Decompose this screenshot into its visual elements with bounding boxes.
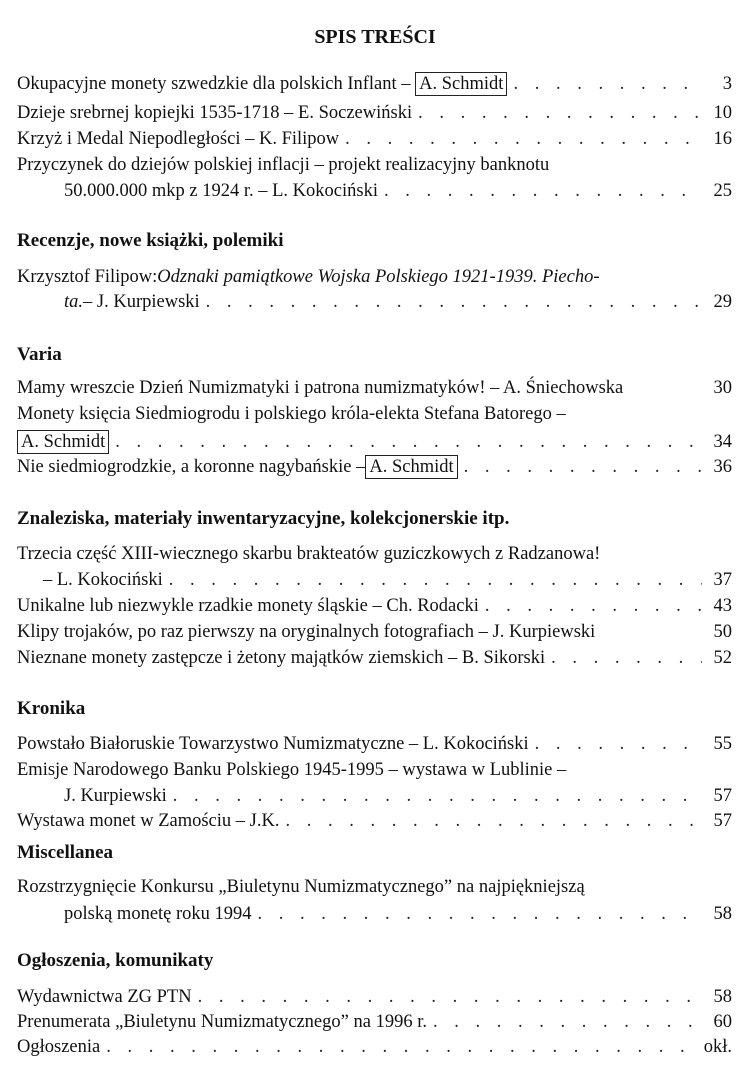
entry-title-line1: Emisje Narodowego Banku Polskiego 1945-1995 – wystawa w Lublinie – [17,760,567,780]
entry-title-line1: Monety księcia Siedmiogrodu i polskiego króla-elekta Stefana Batorego – [17,404,566,424]
section-heading-ogloszenia: Ogłoszenia, komunikaty [17,950,214,971]
page-number: 57 [713,786,732,806]
entry-title: Powstało Białoruskie Towarzystwo Numizmatyczne – L. Kokociński [17,734,529,754]
toc-entry [17,1036,732,1058]
toc-entry [17,647,732,669]
entry-title-line2: polską monetę roku 1994 [64,904,252,924]
toc-entry [17,455,732,477]
page-number: 60 [713,1012,732,1032]
section-heading-kronika: Kronika [17,698,86,719]
toc-entry [17,810,732,832]
section-heading-znaleziska: Znaleziska, materiały inwentaryzacyjne, kolekcjonerskie itp. [17,508,510,529]
entry-title: Nie siedmiogrodzkie, a koronne nagybańskie – [17,457,366,477]
entry-italic-title-cont: ta. [64,292,84,312]
leader-dots [384,180,702,202]
page-number: 58 [713,987,732,1007]
toc-entry [17,733,732,755]
page-number: 25 [713,181,732,201]
page-number: 29 [713,292,732,312]
entry-title: Prenumerata „Biuletynu Numizmatycznego” na 1996 r. [17,1012,427,1032]
entry-italic-title: Odznaki pamiątkowe Wojska Polskiego 1921-1939. Piecho- [157,267,600,287]
toc-entry [17,377,732,399]
leader-dots [464,456,702,478]
leader-dots [345,128,702,150]
leader-dots [173,785,702,807]
section-heading-miscellanea: Miscellanea [17,842,114,863]
page-number: 50 [713,622,732,642]
toc-entry [17,266,732,313]
page-number: 10 [713,103,732,123]
entry-title-line2: 50.000.000 mkp z 1924 r. – L. Kokociński [64,181,378,201]
toc-entry [17,986,732,1008]
leader-dots [418,102,702,124]
entry-title: Wystawa monet w Zamościu – J.K. [17,811,280,831]
leader-dots [513,73,702,95]
page-number: 37 [713,570,732,590]
entry-title: Wydawnictwa ZG PTN [17,987,192,1007]
page-number: 55 [713,734,732,754]
entry-title-line1: Trzecia część XIII-wiecznego skarbu brakteatów guziczkowych z Radzanowa! [17,544,601,564]
toc-entry [17,128,732,150]
toc-entry [17,876,732,925]
toc-entry [17,759,732,807]
leader-dots [198,986,702,1008]
entry-title: Okupacyjne monety szwedzkie dla polskich Inflant – [17,74,411,94]
entry-prefix: Krzysztof Filipow: [17,267,158,287]
author-box: A. Schmidt [365,455,457,479]
toc-entry [17,154,732,202]
leader-dots [106,1036,698,1058]
page-number: 36 [713,457,732,477]
leader-dots [551,647,702,669]
toc-entry [17,1011,732,1033]
page-title: SPIS TREŚCI [314,26,436,48]
leader-dots [485,595,702,617]
entry-title-line1: Rozstrzygnięcie Konkursu „Biuletynu Numizmatycznego” na najpiękniejszą [17,877,585,897]
leader-dots [285,810,702,832]
leader-dots [206,291,702,313]
entry-title-line2: J. Kurpiewski [64,786,167,806]
leader-dots [169,569,702,591]
author-box: A. Schmidt [17,430,109,454]
page-number: 34 [713,432,732,452]
entry-title-line1: Przyczynek do dziejów polskiej inflacji – projekt realizacyjny banknotu [17,155,550,175]
toc-entry [17,595,732,617]
toc-entry [17,543,732,591]
page-number: okł. [703,1037,732,1057]
page-number: 43 [713,596,732,616]
page-number: 58 [713,904,732,924]
entry-title: Krzyż i Medal Niepodległości – K. Filipow [17,129,340,149]
page-number: 30 [713,378,732,398]
page-number: 16 [713,129,732,149]
author-box: A. Schmidt [415,72,507,96]
entry-title: Unikalne lub niezwykle rzadkie monety śląskie – Ch. Rodacki [17,596,479,616]
page-number: 3 [722,74,732,94]
toc-entry [17,621,732,643]
entry-title: Dzieje srebrnej kopiejki 1535-1718 – E. Soczewiński [17,103,413,123]
leader-dots [433,1011,702,1033]
toc-entry [17,403,732,452]
entry-title: Mamy wreszcie Dzień Numizmatyki i patrona numizmatyków! – A. Śniechowska [17,378,624,398]
toc-entry [17,102,732,124]
entry-title: Nieznane monety zastępcze i żetony majątków ziemskich – B. Sikorski [17,648,546,668]
section-heading-varia: Varia [17,344,62,365]
leader-dots [258,903,702,925]
leader-dots [535,733,702,755]
entry-title: Klipy trojaków, po raz pierwszy na oryginalnych fotografiach – J. Kurpiewski [17,622,596,642]
section-heading-recenzje: Recenzje, nowe książki, polemiki [17,230,284,251]
leader-dots [115,431,702,453]
entry-author: – J. Kurpiewski [83,292,200,312]
page-number: 52 [713,648,732,668]
entry-title: Ogłoszenia [17,1037,101,1057]
page-number: 57 [713,811,732,831]
entry-title-line2: – L. Kokociński [43,570,163,590]
toc-entry [17,72,732,94]
